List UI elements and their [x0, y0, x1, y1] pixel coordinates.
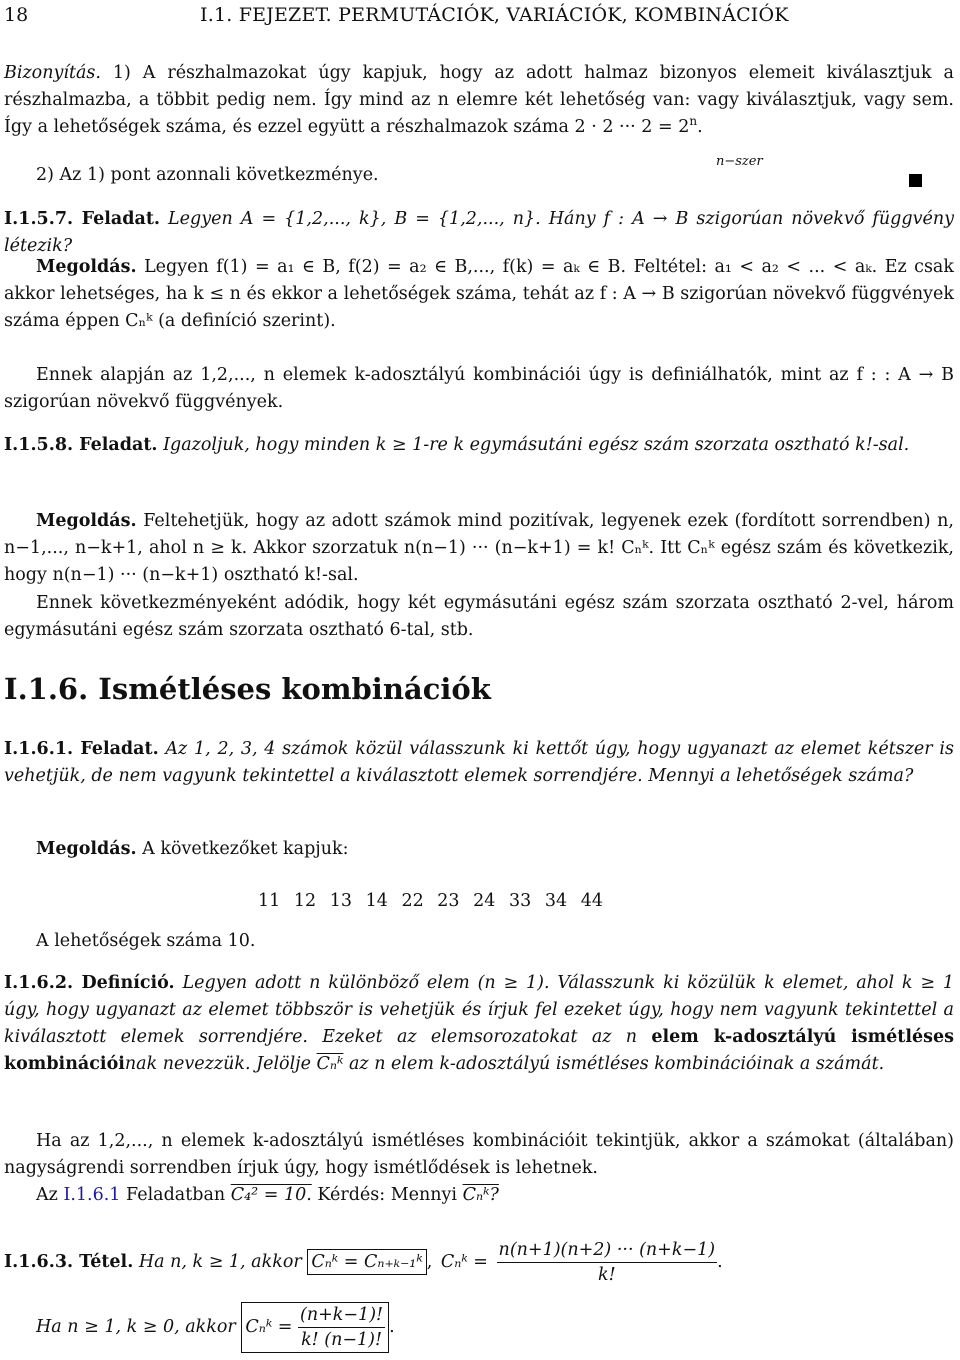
solution-label: Megoldás.	[36, 511, 137, 531]
theorem-condition-1: Ha n, k ≥ 1, akkor	[138, 1252, 302, 1272]
comma: ,	[426, 1252, 433, 1272]
proof-exponent: n	[689, 114, 698, 129]
pair: 33	[509, 891, 532, 911]
theorem-formula-box-1: Cₙᵏ = Cₙ₊ₖ₋₁ᵏ	[307, 1249, 426, 1275]
pair: 13	[329, 891, 352, 911]
page-number: 18	[4, 4, 29, 26]
solution-line: Legyen f(1) = a₁ ∈ B, f(2) = a₂ ∈ B,..., f(k) = aₖ ∈ B. Feltétel: a₁ < a₂ < ... < aₖ.	[144, 257, 878, 277]
text: Az	[36, 1185, 58, 1205]
definition-symbol: $\overline{C_nᵏ}$	[316, 1054, 344, 1074]
fraction-denominator: k! (n−1)!	[301, 1330, 383, 1350]
exercise-1661	[4, 736, 954, 790]
qed-square-icon	[909, 174, 922, 187]
text: Feladatban	[126, 1185, 226, 1205]
solution-line: Feltehetjük, hogy az adott számok mind pozitívak, legyenek ezek (fordított sorrendben) n, n−1,..., n−k+1, ahol n ≥ k. Akkor szorzatuk n(n−1) ··· (n−k+1) = k! Cₙᵏ. Itt Cₙᵏ egész szám és következik, hogy n(n−1) ··· (n−k+1) osztható k!-sal.	[4, 511, 954, 585]
theorem-fraction-2	[298, 1303, 385, 1352]
exercise-158-text: Igazoljuk, hogy minden k ≥ 1-re k egymásutáni egész szám szorzata osztható k!-sal.	[163, 435, 910, 455]
theorem-condition-2: Ha n ≥ 1, k ≥ 0, akkor	[36, 1317, 236, 1337]
definition-term: elem k-adosztályú ismétléses kombinációi	[4, 1027, 954, 1074]
pair: 44	[580, 891, 604, 911]
underbrace-label: n−szer	[716, 154, 763, 169]
theorem-1663: I.1.6.3. Tétel. Ha n, k ≥ 1, akkor Cₙᵏ = Cₙ₊ₖ₋₁ᵏ , Cₙᵏ = $\frac{n(n+1)(n+2) \cdot\cdot\cdot (n+k-1)}{k!}$ .	[4, 1240, 723, 1285]
paragraph-line-2	[36, 1182, 936, 1209]
pair: 34	[544, 891, 568, 911]
exercise-1661-label: I.1.6.1. Feladat.	[4, 739, 159, 759]
solution-label: Megoldás.	[36, 839, 137, 859]
pair: 22	[401, 891, 424, 911]
proof-part2: 2) Az 1) pont azonnali következménye.	[36, 165, 379, 185]
pair: 11	[258, 891, 281, 911]
fraction-numerator: (n+k−1)!	[298, 1303, 385, 1328]
proof-text: 1) A részhalmazokat úgy kapjuk, hogy az adott halmaz bizonyos elemeit kiválasztjuk a részhalmazba, a többit pedig nem. Így mind az n elemre két lehetőség van: vagy kiválasztjuk, vagy sem. Így a lehetőségek száma, és ezzel együtt a részhalmazok száma 2 · 2 ··· 2 = 2	[4, 63, 954, 137]
pair: 24	[473, 891, 496, 911]
definition-text-b: nak nevezzük. Jelölje	[124, 1054, 311, 1074]
pair-list	[258, 888, 603, 915]
theorem-formula-box-2	[241, 1302, 389, 1353]
proof-block: Bizonyítás. 1) A részhalmazokat úgy kapjuk, hogy az adott halmaz bizonyos elemeit kiválasztjuk a részhalmazba, a többit pedig nem. Így mind az n elemre két lehetőség van: vagy kiválasztjuk, vagy sem. Így a lehetőségek száma, és ezzel együtt a részhalmazok száma 2 · 2 ··· $2 = 2^n$.	[4, 63, 954, 137]
chapter-title: I.1. FEJEZET. PERMUTÁCIÓK, VARIÁCIÓK, KOMBINÁCIÓK	[200, 4, 789, 26]
exercise-1661-text: Az 1, 2, 3, 4 számok közül válasszunk ki kettőt úgy, hogy ugyanazt az elemet kétszer is vehetjük, de nem vagyunk tekintettel a kiválasztott elemek sorrendjére. Mennyi a lehetőségek száma?	[4, 739, 954, 786]
solution-intro: A következőket kapjuk:	[142, 839, 349, 859]
exercise-157	[4, 206, 954, 260]
exercise-158	[4, 432, 954, 459]
theorem-fraction-1	[497, 1238, 718, 1287]
pair: 14	[365, 891, 388, 911]
definition-1662	[4, 970, 954, 1078]
theorem-1663-part2: Ha n ≥ 1, k ≥ 0, akkor Cₙᵏ = $\frac{(n+k-1)!}{k! (n-1)!}$ .	[36, 1302, 916, 1353]
solution-line: Ez csak akkor lehetséges, ha k ≤ n és ekkor a lehetőségek száma, tehát az f : A → B szigorúan növekvő függvények száma éppen Cₙᵏ (a definíció szerint).	[4, 257, 954, 331]
definition-text-c: az n elem k-adosztályú ismétléses kombinációinak a számát.	[349, 1054, 885, 1074]
section-heading: I.1.6. Ismétléses kombinációk	[4, 672, 491, 706]
theorem-formula-lhs-2: Cₙᵏ =	[440, 1252, 488, 1272]
definition-text-a: Legyen adott n különböző elem (n ≥ 1). Válasszunk ki közülük k elemet, ahol k ≥ 1 úgy, hogy ugyanazt az elemet többször is vehetjük és írjuk fel ezeket úgy, hogy nem vagyunk tekintettel a kiválasztott elemek sorrendjére. Ezeket az elemsorozatokat az n	[4, 973, 955, 1047]
pair: 12	[293, 891, 317, 911]
exercise-1661-solution	[36, 836, 916, 863]
proof-label: Bizonyítás.	[4, 63, 101, 83]
fraction-denominator: k!	[597, 1265, 616, 1285]
exercise-157-text: Legyen A = {1,2,..., k}, B = {1,2,..., n}. Hány f : A → B szigorúan növekvő függvény létezik?	[4, 209, 954, 256]
cnk-question: Cₙᵏ?	[462, 1185, 499, 1205]
c42-expression: C₄² = 10.	[230, 1185, 312, 1205]
exercise-link[interactable]: I.1.6.1	[63, 1185, 121, 1205]
exercise-158-conclusion: Ennek következményeként adódik, hogy két egymásutáni egész szám szorzata osztható 2-vel, három egymásutáni egész szám szorzata osztható 6-tal, stb.	[4, 593, 954, 640]
exercise-158-label: I.1.5.8. Feladat.	[4, 435, 158, 455]
count-text: A lehetőségek száma 10.	[36, 931, 256, 951]
exercise-157-label: I.1.5.7. Feladat.	[4, 209, 160, 229]
exercise-158-solution	[4, 508, 954, 589]
exercise-157-conclusion: Ennek alapján az 1,2,..., n elemek k-adosztályú kombinációi úgy is definiálhatók, mint az f : : A → B szigorúan növekvő függvények.	[4, 365, 954, 412]
fraction-numerator: n(n+1)(n+2) ··· (n+k−1)	[497, 1238, 718, 1263]
pair: 23	[437, 891, 460, 911]
exercise-157-solution	[4, 254, 954, 335]
paragraph-line-1: Ha az 1,2,..., n elemek k-adosztályú ismétléses kombinációit tekintjük, akkor a számokat (általában) nagyságrendi sorrendben írjuk úgy, hogy ismétlődések is lehetnek.	[4, 1131, 954, 1178]
solution-label: Megoldás.	[36, 257, 137, 277]
formula-lhs: Cₙᵏ =	[245, 1317, 293, 1337]
text: Kérdés: Mennyi	[317, 1185, 458, 1205]
theorem-label: I.1.6.3. Tétel.	[4, 1252, 134, 1272]
running-header	[4, 2, 950, 29]
definition-label: I.1.6.2. Definíció.	[4, 973, 175, 993]
